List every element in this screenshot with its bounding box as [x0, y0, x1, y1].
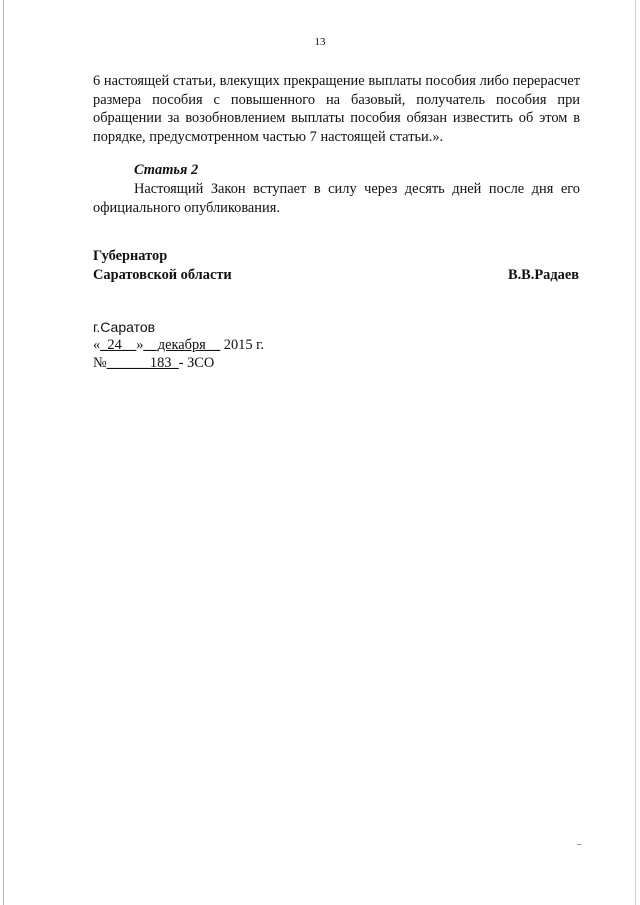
date-day: _24__: [100, 337, 137, 353]
date-close-quote: »: [136, 337, 144, 353]
law-number: [93, 354, 214, 372]
number-value: ______183_: [106, 355, 179, 371]
number-suffix: - ЗСО: [178, 355, 215, 371]
place-of-signing: г.Саратов: [93, 319, 156, 335]
signature-title: Губернатор: [93, 248, 168, 264]
scan-edge-left: [3, 0, 4, 905]
number-sign: №: [93, 355, 107, 371]
signature-name: В.В.Радаев: [507, 267, 579, 283]
page-number: 13: [314, 36, 326, 48]
scan-edge-right: [635, 0, 636, 905]
scan-mark: [577, 844, 581, 845]
article-heading: Статья 2: [134, 162, 199, 178]
date-month: __декабря__: [143, 337, 221, 353]
signature-region: Саратовской области: [93, 267, 232, 283]
article-paragraph: Настоящий Закон вступает в силу через десять дней после дня его официального опубликования.: [93, 181, 580, 216]
signing-date: [93, 336, 264, 354]
body-paragraph: 6 настоящей статьи, влекущих прекращение выплаты пособия либо перерасчет размера пособия с повышенного на базовый, получатель пособия при обращении за возобновлением выплаты пособия обязан известить об этом в порядке, предусмотренном частью 7 настоящей статьи.».: [93, 73, 580, 145]
date-year: 2015 г.: [220, 337, 265, 353]
date-open-quote: «: [93, 337, 101, 353]
